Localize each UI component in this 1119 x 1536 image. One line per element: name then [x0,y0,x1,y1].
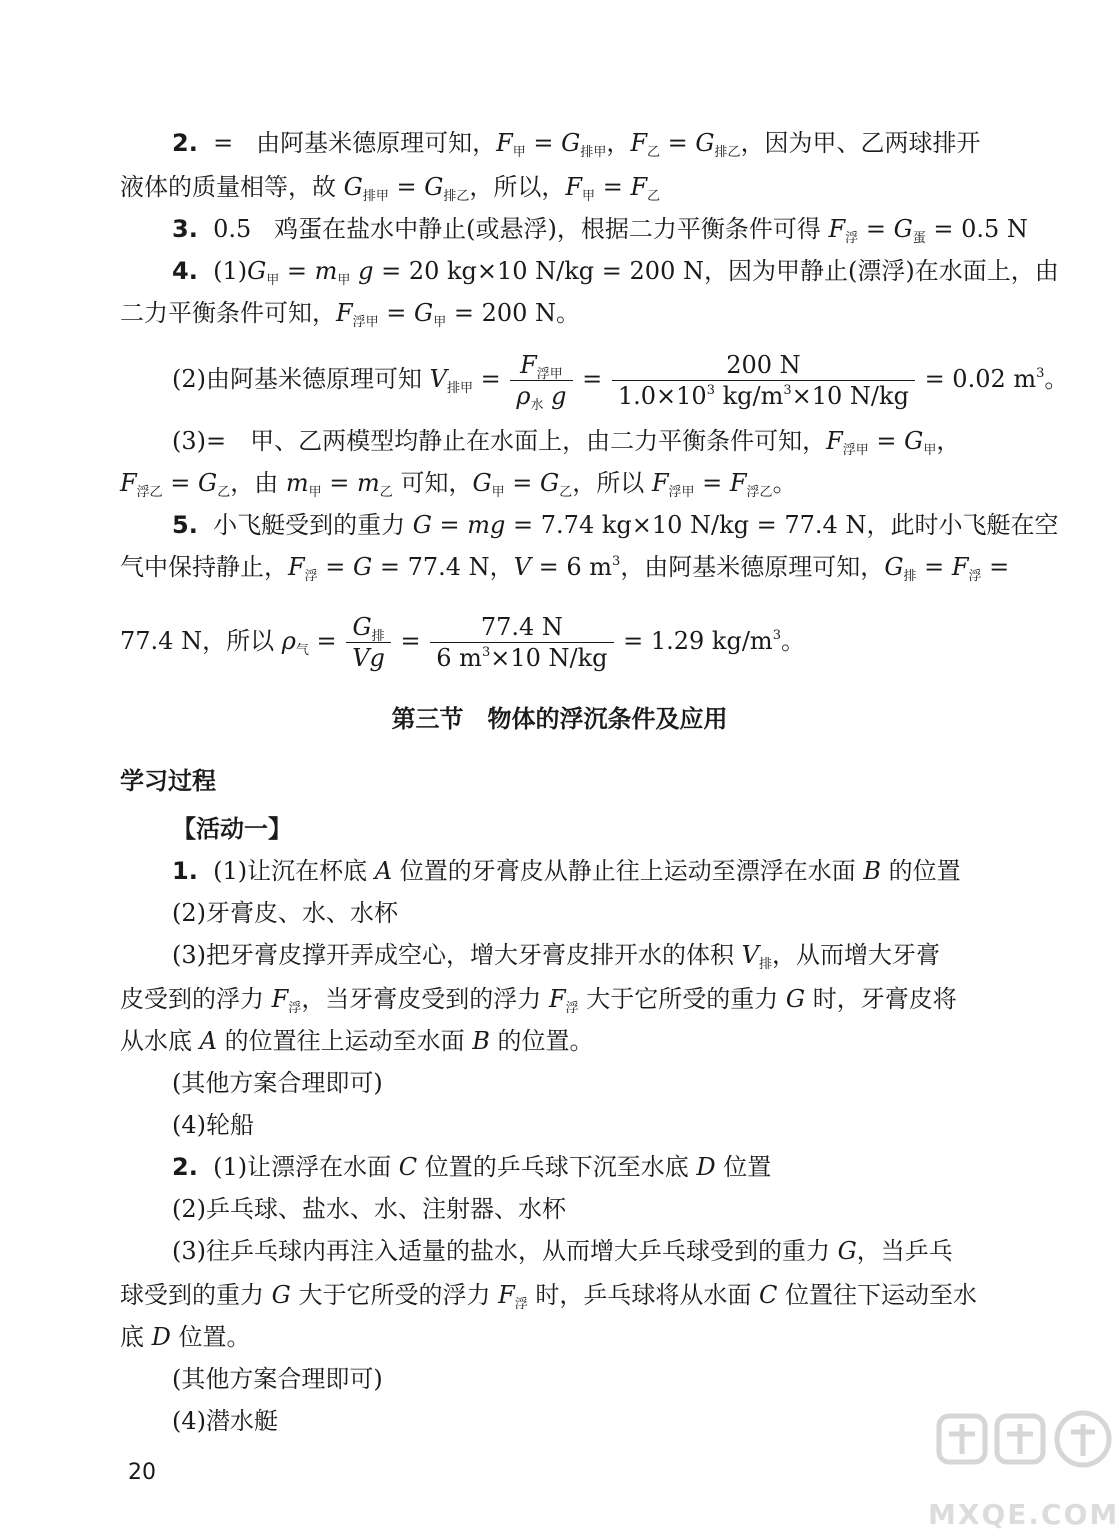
q4-line-1: 4. $(1)G_甲 = m_甲$ g = 20 kg×10 N/kg = 200 N，因为甲静止(漂浮)在水面上，由 [172,257,1059,288]
a1-3-line-3: 从水底 A 的位置往上运动至水面 B 的位置。 [120,1027,594,1055]
q4-line-2: 二力平衡条件可知，$F_{浮甲} = G_甲 = 200$ N。 [120,299,581,330]
a2-1: 2. (1)让漂浮在水面 C 位置的乒乓球下沉至水底 D 位置 [172,1153,772,1181]
q5-line-1: 5. 小飞艇受到的重力 G = mg = 7.74 kg×10 N/kg = 77.4 N，此时小飞艇在空 [172,511,1059,539]
activity-1-title: 【活动一】 [172,815,292,843]
q4-line-5: $F_{浮乙} = G_乙$，由 $m_甲 = m_乙$ 可知，$G_甲 = G_乙$，所以 $F_{浮甲} = F_{浮乙}$。 [120,469,797,500]
a1-3-line-2: 皮受到的浮力 $F_浮$，当牙膏皮受到的浮力 $F_浮$ 大于它所受的重力 G 时，牙膏皮将 [120,985,957,1016]
q4-line-4: (3)= 甲、乙两模型均静止在水面上，由二力平衡条件可知，$F_{浮甲} = G_甲$， [172,427,961,458]
q2-line-2: 液体的质量相等，故 $G_{排甲} = G_{排乙}$，所以，$F_甲 = F_乙$ [120,173,661,204]
a2-3-line-2: 球受到的重力 G 大于它所受的浮力 $F_浮$ 时，乒乓球将从水面 C 位置往下运动至水 [120,1281,978,1312]
q2-line-1: 2. = 由阿基米德原理可知，$F_甲 = G_{排甲}$，$F_乙 = G_{排乙}$，因为甲、乙两球排开 [172,129,981,160]
a2-3-line-3: 底 D 位置。 [120,1323,251,1351]
q4-line-3-fraction: (2)由阿基米德原理可知 $V_{排甲}$ = $\frac{F_{浮甲}}{\rho_水 g}$ = $\frac{200 N}{1.0\times 10^3 kg/m^3\times 10 N/kg}$ = 0.02 $m^3$。 [172,351,1069,413]
a2-4: (4)潜水艇 [172,1407,278,1435]
a1-1: 1. (1)让沉在杯底 A 位置的牙膏皮从静止往上运动至漂浮在水面 B 的位置 [172,857,961,885]
q3-line: 3. 0.5 鸡蛋在盐水中静止(或悬浮)，根据二力平衡条件可得 $F_浮 = G_蛋 = 0.5$ N [172,215,1028,246]
fraction-g-over-vg: $\frac{G_排}{Vg}$ [346,612,391,673]
a1-2: (2)牙膏皮、水、水杯 [172,899,398,927]
a1-4: (4)轮船 [172,1111,254,1139]
watermark-text: MXQE.COM [928,1498,1119,1531]
q5-line-3-fraction: 77.4 N，所以 $\rho_气$ = $\frac{G_排}{Vg}$ = $\frac{77.4 N}{6 m^3\times 10 N/kg}$ = 1.29 $kg/m^3$。 [120,613,805,672]
section-title: 第三节 物体的浮沉条件及应用 [391,705,728,733]
q5-line-2: 气中保持静止，$F_浮 = G = 77.4$ N，V = 6 $m^3$，由阿基米德原理可知，$G_排 = F_浮$ = [120,553,1010,584]
learning-heading: 学习过程 [120,767,216,795]
a2-2: (2)乒乓球、盐水、水、注射器、水杯 [172,1195,566,1223]
a2-other: (其他方案合理即可) [172,1365,383,1393]
fraction-774-over-vg: $\frac{77.4 N}{6 m^3\times 10 N/kg}$ [430,612,613,673]
watermark-logo-icon [935,1408,1117,1494]
fraction-200n-over-density: $\frac{200 N}{1.0\times 10^3 kg/m^3\times 10 N/kg}$ [612,350,915,411]
fraction-buoyancy-over-rho-g: $\frac{F_{浮甲}}{\rho_水 g}$ [510,350,572,411]
a1-other: (其他方案合理即可) [172,1069,383,1097]
page-number: 20 [128,1460,156,1485]
a1-3-line-1: (3)把牙膏皮撑开弄成空心，增大牙膏皮排开水的体积 $V_排$，从而增大牙膏 [172,941,940,972]
a2-3-line-1: (3)往乒乓球内再注入适量的盐水，从而增大乒乓球受到的重力 G，当乒乓 [172,1237,953,1265]
